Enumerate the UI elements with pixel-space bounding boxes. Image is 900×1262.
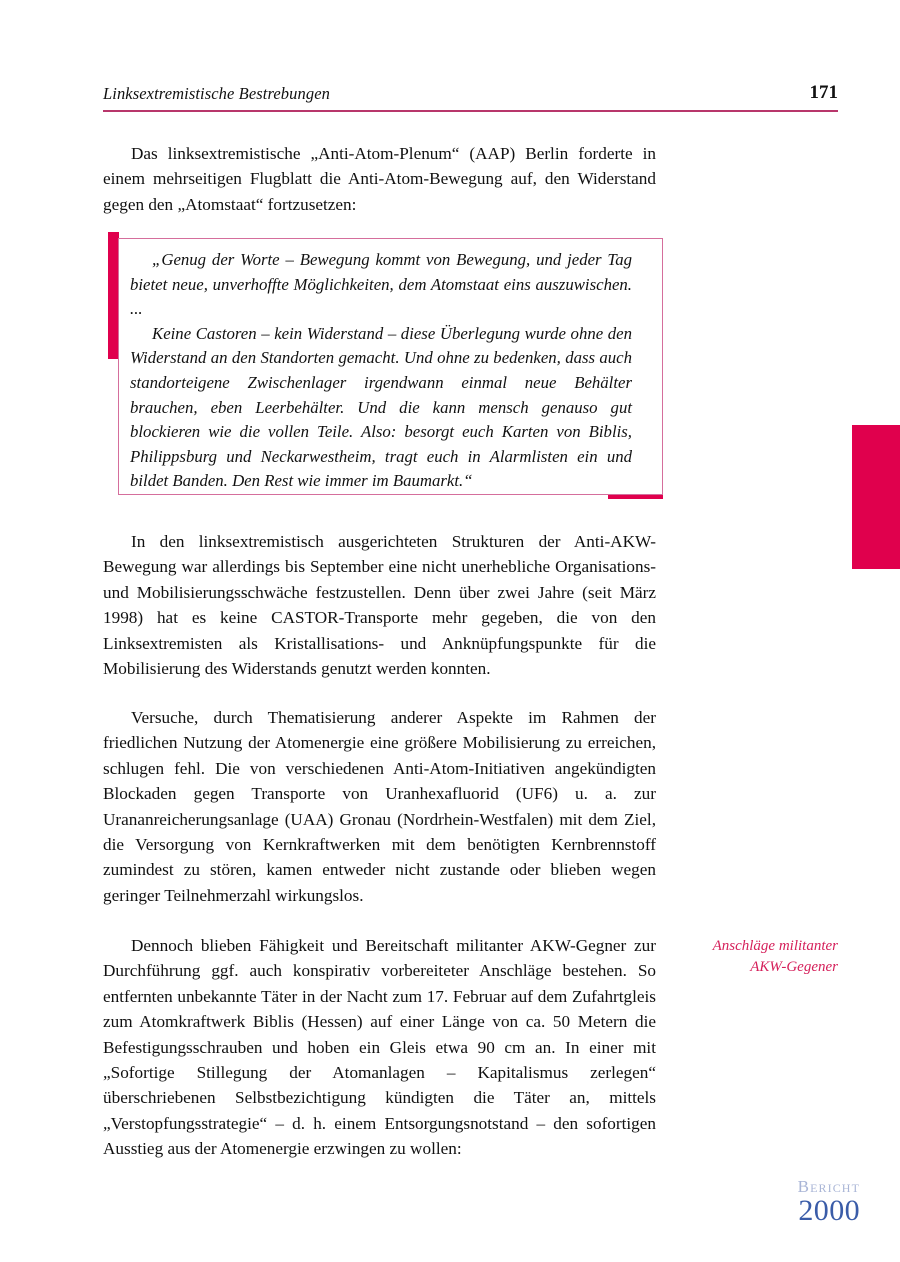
pull-quote xyxy=(108,232,668,507)
page-number: 171 xyxy=(809,82,838,103)
edge-thumb-tab xyxy=(852,425,900,569)
paragraph-block-2 xyxy=(103,529,656,681)
body-paragraph-2: In den linksextremistisch ausgerichteten Strukturen der Anti-AKW-Bewegung war allerdings bis September eine nicht unerhebliche Organisations- und Mobilisierungsschwäche festzustellen. Denn über zwei Jahre (seit März 1998) hat es keine CASTOR-Transporte mehr gegeben, die von den Linksextremisten als Kristallisations- und Anknüpfungspunkte für die Mobilisierung des Widerstands genutzt werden konnten. xyxy=(103,532,656,679)
paragraph-block-1 xyxy=(103,141,656,217)
quote-text xyxy=(130,248,632,494)
margin-note-line-1: Anschläge militanter xyxy=(712,938,838,954)
footer-logo xyxy=(700,1178,860,1226)
footer-logo-year: 2000 xyxy=(798,1194,860,1227)
margin-note xyxy=(664,936,838,978)
quote-paragraph-1: „Genug der Worte – Bewegung kommt von Bewegung, und jeder Tag bietet neue, unverhoffte Möglichkeiten, dem Atomstaat eins auszuwischen. ... xyxy=(130,250,632,319)
body-paragraph-4: Dennoch blieben Fähigkeit und Bereitschaft militanter AKW-Gegner zur Durchführung ggf. auch konspirativ vorbereiteter Anschläge bestehen. So entfernten unbekannte Täter in der Nacht zum 17. Februar auf dem Zufahrtgleis zum Atomkraftwerk Biblis (Hessen) auf einer Länge von ca. 50 Metern die Befestigungsschrauben und hoben ein Gleis etwa 90 cm an. In einer mit „Sofortige Stillegung der Atomanlagen – Kapitalismus zerlegen“ überschriebenen Selbstbezichtigung kündigten die Täter an, mittels „Verstopfungsstrategie“ – d. h. einem Entsorgungsnotstand – den sofortigen Ausstieg aus der Atomenergie erzwingen zu wollen: xyxy=(103,936,656,1159)
body-paragraph-1: Das linksextremistische „Anti-Atom-Plenum“ (AAP) Berlin forderte in einem mehrseitigen Flugblatt die Anti-Atom-Bewegung auf, den Widerstand gegen den „Atomstaat“ fortzusetzen: xyxy=(103,144,656,214)
running-head-title: Linksextremistische Bestrebungen xyxy=(103,84,330,103)
quote-paragraph-2: Keine Castoren – kein Widerstand – diese Überlegung wurde ohne den Widerstand an den Standorten gemacht. Und ohne zu bedenken, dass auch standorteigene Zwischenlager irgendwann einmal neue Behälter brauchen, eben Leerbehälter. Und die kann mensch genauso gut blockieren wie die vollen Teile. Also: besorgt euch Karten von Biblis, Philippsburg und Neckarwestheim, tragt euch in Alarmlisten ein und bildet Banden. Den Rest wie immer im Baumarkt.“ xyxy=(130,323,632,491)
header-rule xyxy=(103,110,838,112)
footer-logo-word: Bericht xyxy=(797,1177,860,1196)
paragraph-block-4 xyxy=(103,933,656,1162)
paragraph-block-3 xyxy=(103,705,656,908)
running-head xyxy=(103,84,838,114)
margin-note-line-2: AKW-Gegener xyxy=(750,959,838,975)
body-paragraph-3: Versuche, durch Thematisierung anderer Aspekte im Rahmen der friedlichen Nutzung der Atomenergie eine größere Mobilisierung zu erreichen, schlugen fehl. Die von verschiedenen Anti-Atom-Initiativen angekündigten Blockaden gegen Transporte von Uranhexafluorid (UF6) u. a. zur Urananreicherungsanlage (UAA) Gronau (Nordrhein-Westfalen) mit dem Ziel, die Versorgung von Kernkraftwerken mit dem benötigten Kernbrennstoff zumindest zu stören, kamen entweder nicht zustande oder blieben wegen geringer Teilnehmerzahl wirkungslos. xyxy=(103,708,656,905)
